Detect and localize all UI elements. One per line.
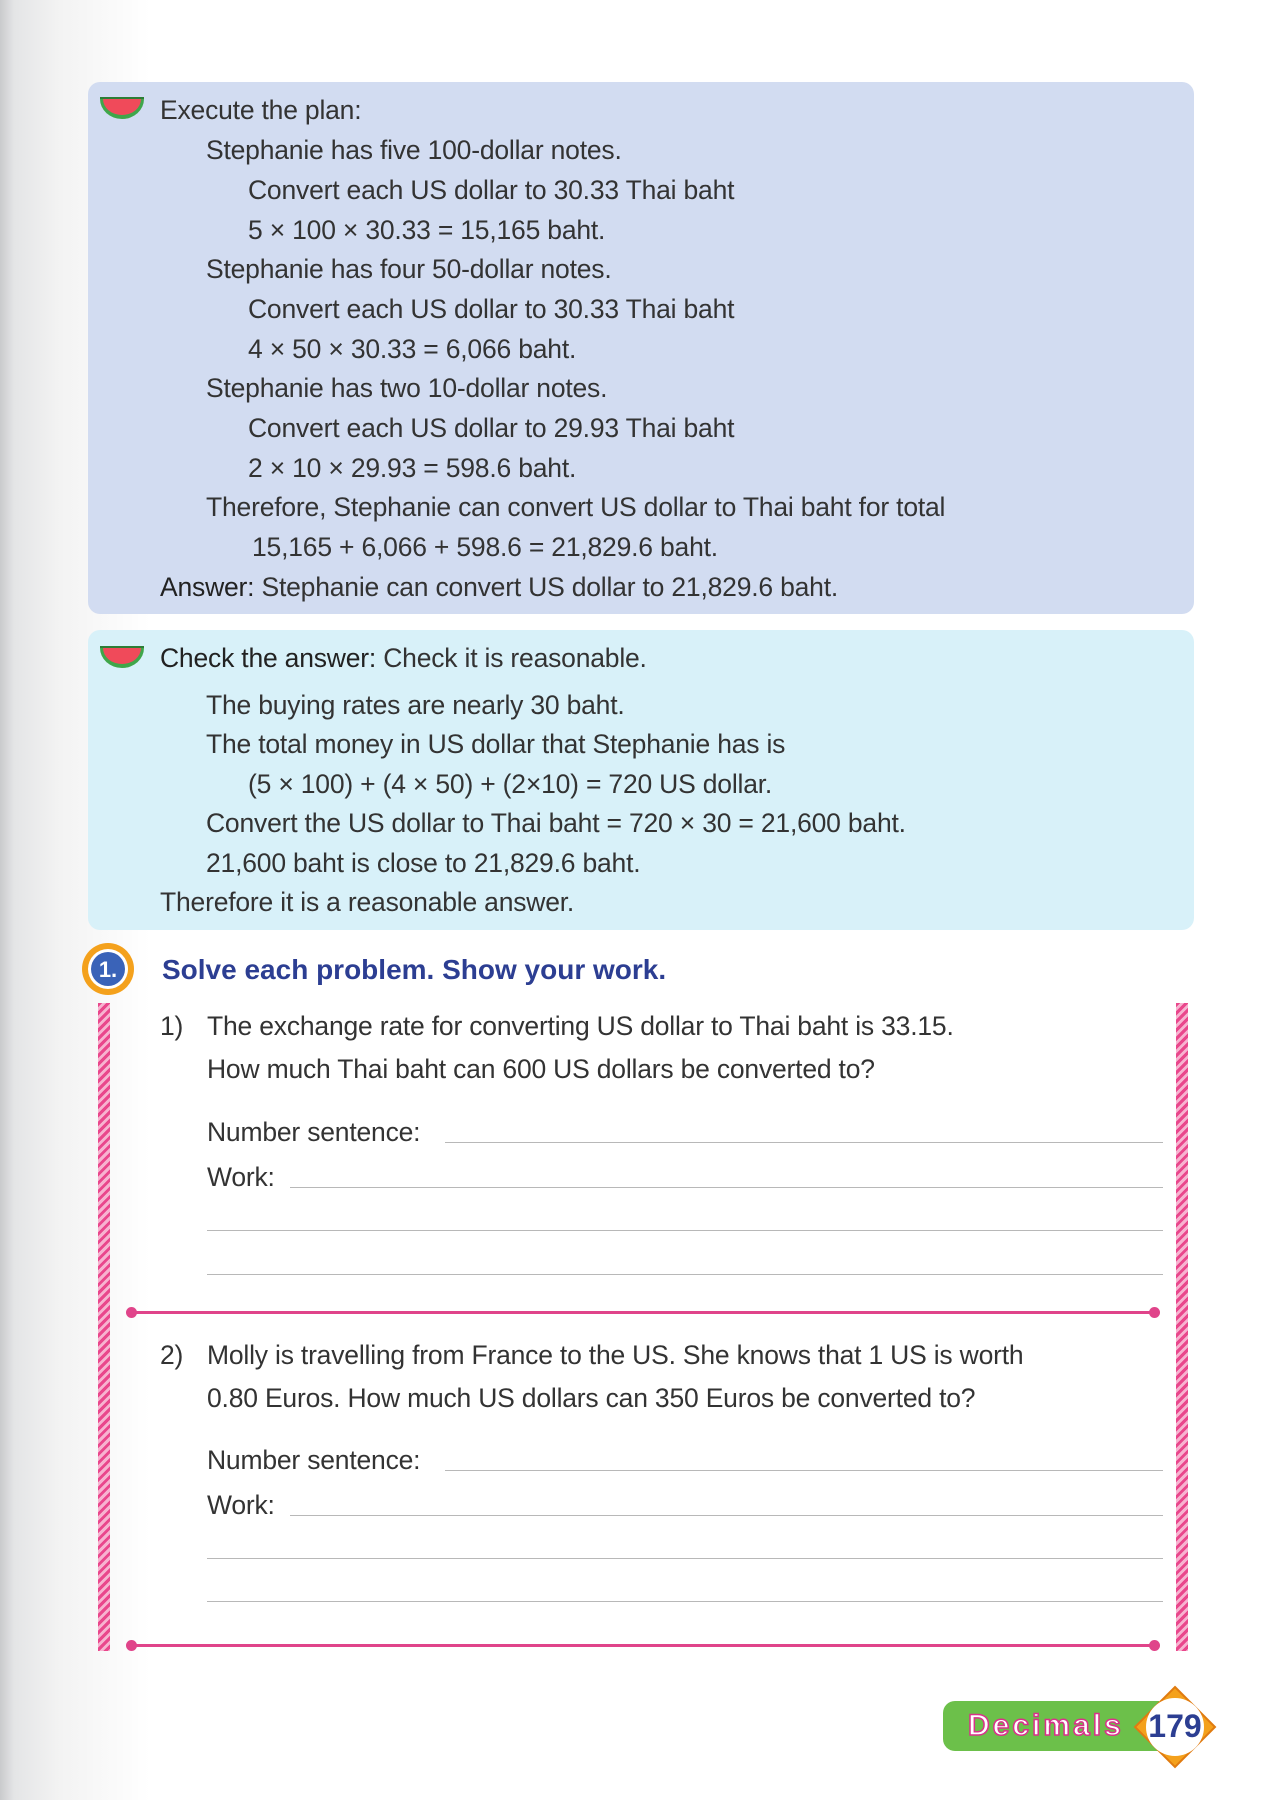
plan-line: Convert each US dollar to 30.33 Thai baht [248,294,735,324]
plan-line: 15,165 + 6,066 + 598.6 = 21,829.6 baht. [252,532,718,562]
footer-section-label: Decimals [968,1709,1124,1742]
problem-number: 2) [160,1340,184,1370]
check-line: (5 × 100) + (4 × 50) + (2×10) = 720 US dollar. [248,769,773,799]
check-line: The total money in US dollar that Stephanie has is [206,729,786,759]
work-answer-line[interactable] [290,1515,1163,1516]
number-sentence-label: Number sentence: [207,1117,421,1147]
exercise-title: Solve each problem. Show your work. [162,954,667,985]
work-label: Work: [207,1162,275,1192]
answer-text: Stephanie can convert US dollar to 21,829.6 baht. [254,572,839,602]
left-zigzag-border [98,1003,110,1651]
work-answer-line[interactable] [207,1230,1163,1231]
page-number: 179 [1148,1708,1202,1744]
problem-text: 0.80 Euros. How much US dollars can 350 Euros be converted to? [207,1383,976,1413]
watermelon-icon [98,96,146,122]
exercise-number-badge [80,941,136,997]
number-sentence-answer-line[interactable] [445,1470,1163,1471]
check-line: Convert the US dollar to Thai baht = 720 × 30 = 21,600 baht. [206,808,906,838]
plan-line: Therefore, Stephanie can convert US dollar to Thai baht for total [206,492,946,522]
problem-text: How much Thai baht can 600 US dollars be converted to? [207,1054,875,1084]
right-zigzag-border [1176,1003,1188,1651]
work-answer-line[interactable] [290,1187,1163,1188]
watermelon-icon [98,645,146,671]
check-line: 21,600 baht is close to 21,829.6 baht. [206,848,641,878]
check-answer-heading [160,642,647,674]
work-answer-line[interactable] [207,1601,1163,1602]
plan-line: Stephanie has five 100-dollar notes. [206,135,622,165]
problem-text: The exchange rate for converting US dollar to Thai baht is 33.15. [207,1011,954,1041]
plan-line: 5 × 100 × 30.33 = 15,165 baht. [248,215,606,245]
problem-separator [130,1644,1156,1647]
check-conclusion: Therefore it is a reasonable answer. [160,887,575,917]
plan-line: Stephanie has two 10-dollar notes. [206,373,608,403]
plan-line: 2 × 10 × 29.93 = 598.6 baht. [248,453,577,483]
plan-line: Stephanie has four 50-dollar notes. [206,254,612,284]
work-answer-line[interactable] [207,1558,1163,1559]
check-line: The buying rates are nearly 30 baht. [206,690,625,720]
check-heading-label: Check the answer: [160,643,377,673]
plan-answer [160,571,838,603]
plan-line: Convert each US dollar to 29.93 Thai baht [248,413,735,443]
work-label: Work: [207,1490,275,1520]
plan-line: 4 × 50 × 30.33 = 6,066 baht. [248,334,577,364]
exercise-badge-text: 1. [98,957,118,982]
number-sentence-label: Number sentence: [207,1445,421,1475]
execute-plan-heading: Execute the plan: [160,95,362,125]
problem-separator [130,1311,1156,1314]
answer-label: Answer: [160,572,255,602]
problem-number: 1) [160,1011,184,1041]
work-answer-line[interactable] [207,1274,1163,1275]
check-heading-rest: Check it is reasonable. [376,643,647,673]
number-sentence-answer-line[interactable] [445,1142,1163,1143]
problem-text: Molly is travelling from France to the US. She knows that 1 US is worth [207,1340,1024,1370]
plan-line: Convert each US dollar to 30.33 Thai baht [248,175,735,205]
